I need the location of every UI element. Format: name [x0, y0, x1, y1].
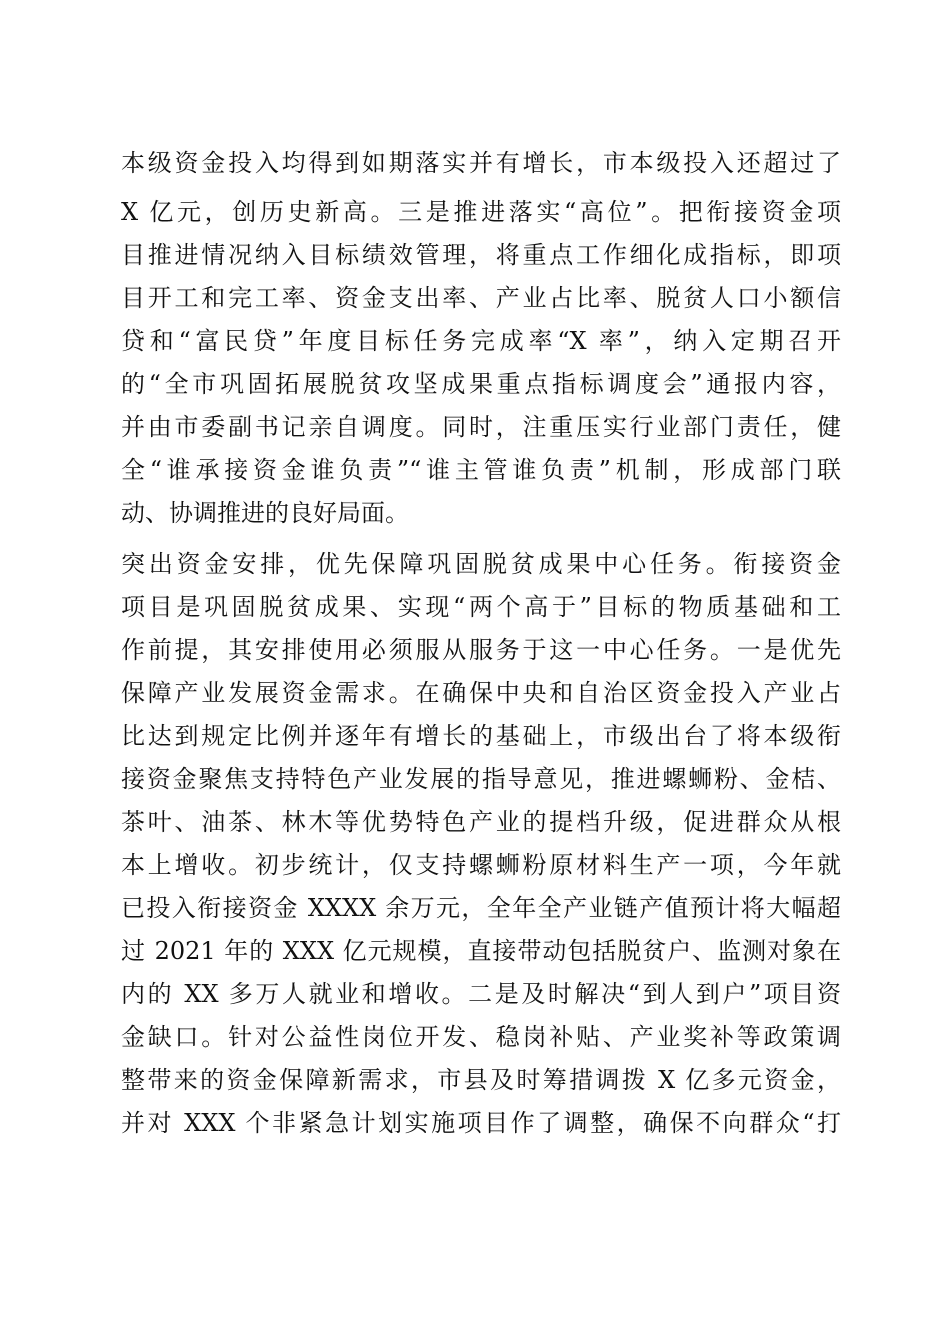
text-line-17: 本上增收。初步统计，仅支持螺蛳粉原材料生产一项，今年就 [121, 851, 841, 879]
text-line-8: 全“谁承接资金谁负责”“谁主管谁负责”机制，形成部门联 [121, 456, 841, 484]
text-line-5: 贷和“富民贷”年度目标任务完成率“X 率”，纳入定期召开 [121, 327, 841, 355]
text-line-4: 目开工和完工率、资金支出率、产业占比率、脱贫人口小额信 [121, 284, 841, 312]
text-line-7: 并由市委副书记亲自调度。同时，注重压实行业部门责任，健 [121, 413, 841, 441]
text-line-18: 已投入衔接资金 XXXX 余万元，全年全产业链产值预计将大幅超 [121, 894, 841, 922]
text-line-12: 作前提，其安排使用必须服从服务于这一中心任务。一是优先 [121, 636, 841, 664]
text-line-3: 目推进情况纳入目标绩效管理，将重点工作细化成指标，即项 [121, 241, 841, 269]
text-line-10: 突出资金安排，优先保障巩固脱贫成果中心任务。衔接资金 [121, 550, 841, 578]
text-line-21: 金缺口。针对公益性岗位开发、稳岗补贴、产业奖补等政策调 [121, 1023, 841, 1051]
text-line-1: 本级资金投入均得到如期落实并有增长，市本级投入还超过了 [121, 149, 841, 177]
text-line-13: 保障产业发展资金需求。在确保中央和自治区资金投入产业占 [121, 679, 841, 707]
text-line-9: 动、协调推进的良好局面。 [121, 499, 409, 527]
text-line-6: 的“全市巩固拓展脱贫攻坚成果重点指标调度会”通报内容， [121, 370, 841, 398]
text-line-15: 接资金聚焦支持特色产业发展的指导意见，推进螺蛳粉、金桔、 [121, 765, 841, 793]
text-line-20: 内的 XX 多万人就业和增收。二是及时解决“到人到户”项目资 [121, 980, 841, 1008]
text-line-2: X 亿元，创历史新高。三是推进落实“高位”。把衔接资金项 [121, 198, 841, 226]
text-line-19: 过 2021 年的 XXX 亿元规模，直接带动包括脱贫户、监测对象在 [121, 937, 841, 965]
text-line-23: 并对 XXX 个非紧急计划实施项目作了调整，确保不向群众“打 [121, 1109, 841, 1137]
text-line-14: 比达到规定比例并逐年有增长的基础上，市级出台了将本级衔 [121, 722, 841, 750]
text-line-16: 茶叶、油茶、林木等优势特色产业的提档升级，促进群众从根 [121, 808, 841, 836]
text-line-22: 整带来的资金保障新需求，市县及时筹措调拨 X 亿多元资金， [121, 1066, 841, 1094]
text-line-11: 项目是巩固脱贫成果、实现“两个高于”目标的物质基础和工 [121, 593, 841, 621]
